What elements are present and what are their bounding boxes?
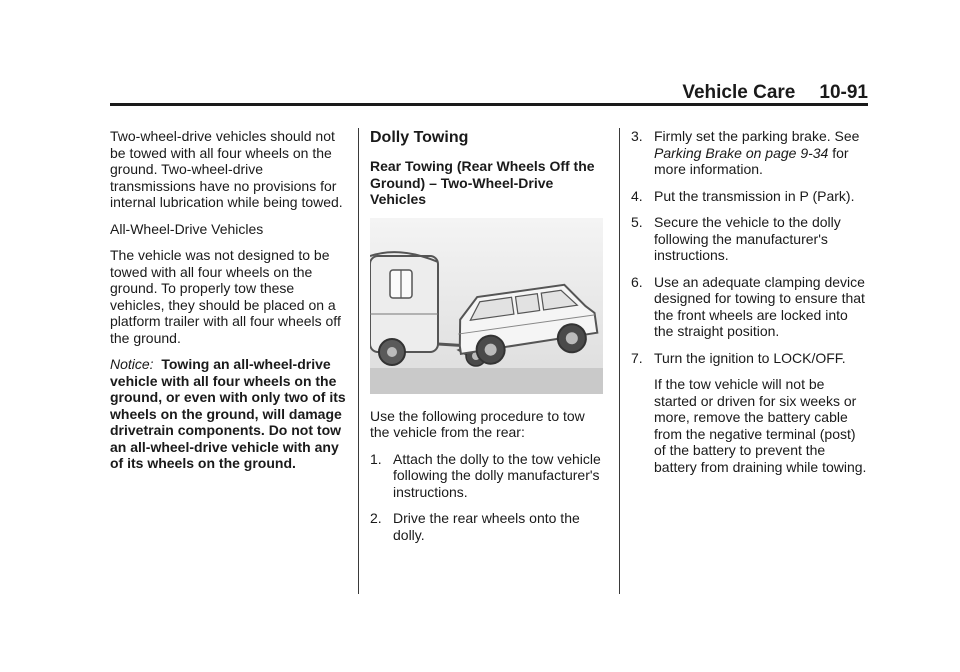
step-text: Put the transmission in P (Park). <box>654 187 855 204</box>
paragraph-awd: The vehicle was not designed to be towed with all four wheels on the ground. To properly tow these vehicles, they should be placed on a platform trailer with all four wheels off the ground. <box>110 247 341 346</box>
list-item <box>631 274 869 340</box>
list-item <box>631 214 869 264</box>
column-right <box>631 128 869 485</box>
column-middle <box>370 128 606 553</box>
list-item <box>631 188 869 205</box>
step-number: 4. <box>631 187 643 204</box>
procedure-intro: Use the following procedure to tow the vehicle from the rear: <box>370 407 585 440</box>
list-item <box>370 451 606 501</box>
page-number: 10-91 <box>819 82 868 103</box>
procedure-steps-part1 <box>370 451 606 544</box>
step-number: 2. <box>370 510 382 526</box>
step-number: 3. <box>631 128 643 144</box>
step-number: 1. <box>370 450 382 467</box>
step-number: 6. <box>631 273 643 290</box>
procedure-steps-part2 <box>631 128 869 366</box>
step-text: Turn the ignition to LOCK/OFF. <box>654 349 846 366</box>
page-header <box>110 82 868 104</box>
section-heading: Dolly Towing <box>370 129 469 146</box>
step-text: for more information. <box>654 144 849 177</box>
battery-note: If the tow vehicle will not be started or driven for six weeks or more, remove the battery cable from the negative terminal (post) of the battery to prevent the battery from draining while towing. <box>654 376 867 475</box>
section-title: Vehicle Care <box>682 82 796 103</box>
subsection-heading: Rear Towing (Rear Wheels Off the Ground) – Two-Wheel-Drive Vehicles <box>370 158 595 207</box>
notice <box>110 356 348 472</box>
cross-reference-link[interactable]: Parking Brake on page 9-34 <box>654 144 829 161</box>
column-divider <box>619 128 620 594</box>
paragraph-two-wheel-drive: Two-wheel-drive vehicles should not be towed with all four wheels on the ground. Two-wheel-drive transmissions have no provisions for internal lubrication while being towed. <box>110 128 343 210</box>
notice-label: Notice: <box>110 356 154 372</box>
list-item <box>631 128 869 178</box>
awd-heading: All-Wheel-Drive Vehicles <box>110 220 264 237</box>
step-number: 5. <box>631 214 643 230</box>
step-text: Firmly set the parking brake. See <box>654 128 860 144</box>
dolly-towing-illustration <box>370 218 603 394</box>
column-divider <box>358 128 359 594</box>
step-text: Attach the dolly to the tow vehicle following the dolly manufacturer's instructions. <box>393 450 601 500</box>
step-text: Use an adequate clamping device designed for towing to ensure that the front wheels are locked into the straight position. <box>654 273 865 339</box>
notice-text: Towing an all-wheel-drive vehicle with all four wheels on the ground, or even with only two of its wheels on the ground, will damage drivetrain components. Do not tow an all-wheel-drive vehicle with any of its wheels on the ground. <box>110 356 346 471</box>
step-number: 7. <box>631 349 643 366</box>
header-rule <box>110 103 868 106</box>
step-text: Secure the vehicle to the dolly following the manufacturer's instructions. <box>654 214 841 263</box>
list-item <box>631 350 869 367</box>
step-text: Drive the rear wheels onto the dolly. <box>393 510 580 543</box>
list-item <box>370 510 606 543</box>
column-left <box>110 128 348 482</box>
